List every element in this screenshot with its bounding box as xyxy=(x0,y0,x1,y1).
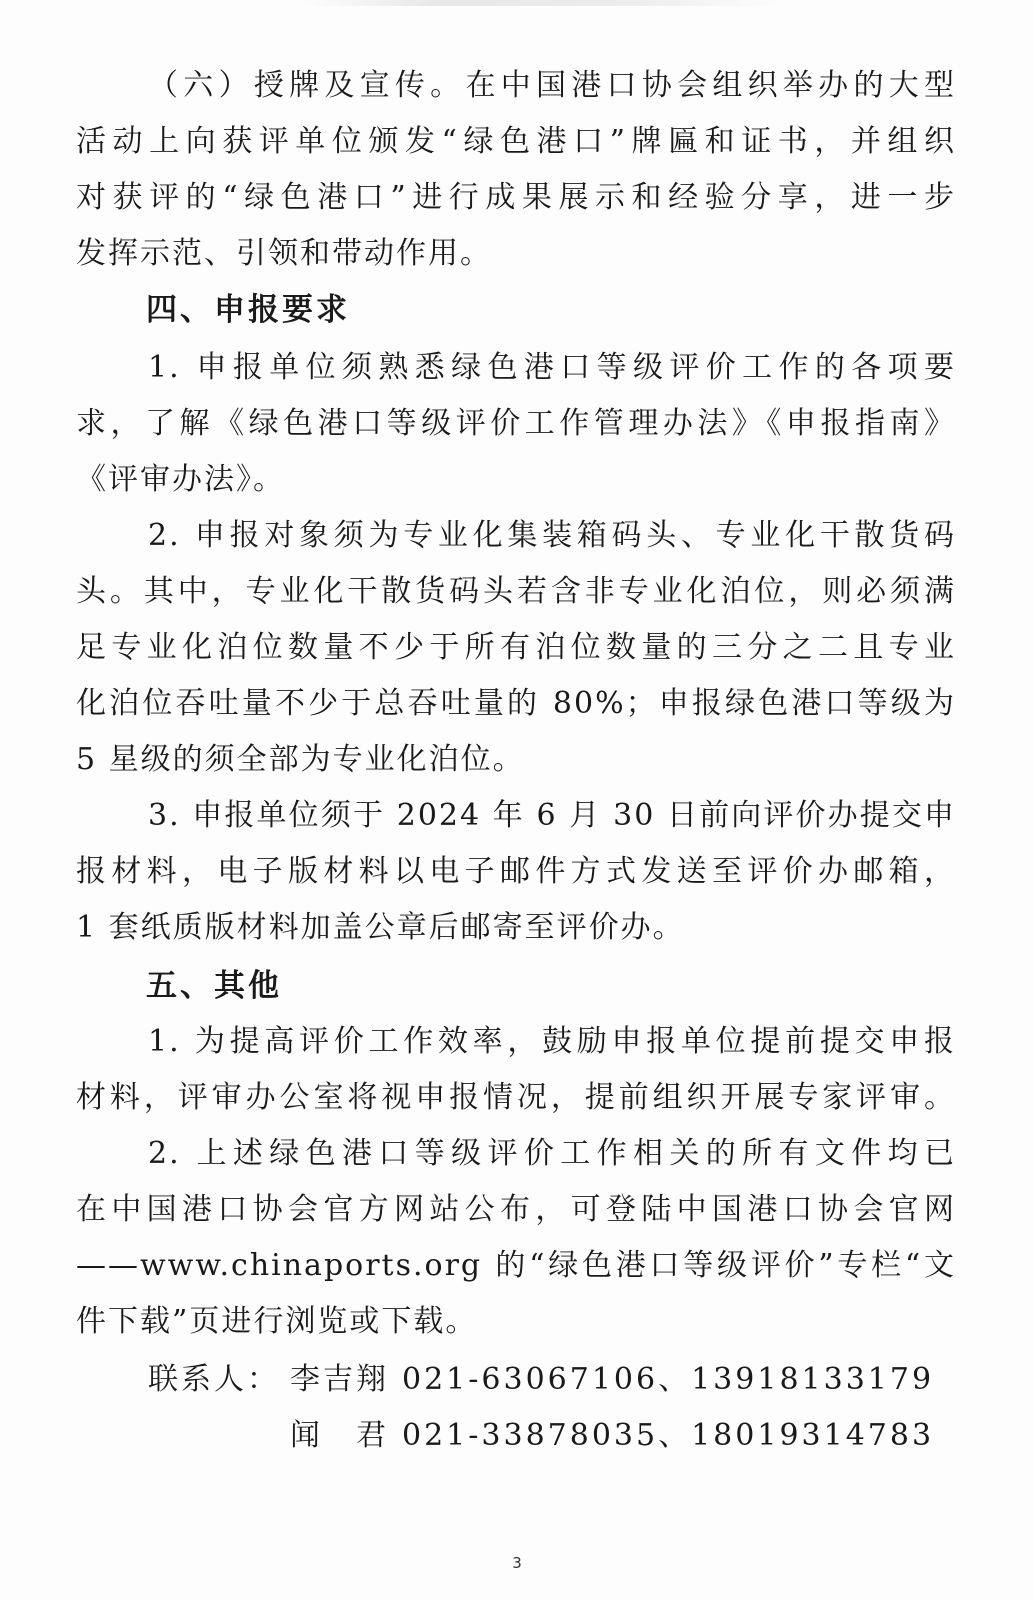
section6-line-2: 活动上向获评单位颁发“绿色港口”牌匾和证书，并组织 xyxy=(76,124,956,159)
requirement1-line-3: 《评审办法》。 xyxy=(76,462,285,497)
other1-line-1: 1. 为提高评价工作效率，鼓励申报单位提前提交申报 xyxy=(148,1024,956,1059)
section6-line-4: 发挥示范、引领和带动作用。 xyxy=(76,236,492,271)
contact-label: 联系人： xyxy=(148,1362,280,1397)
page-number: 3 xyxy=(512,1554,522,1572)
requirement2-line-2: 头。其中，专业化干散货码头若含非专业化泊位，则必须满 xyxy=(76,574,956,609)
heading-other: 五、其他 xyxy=(146,968,282,1004)
requirement3-line-3: 1 套纸质版材料加盖公章后邮寄至评价办。 xyxy=(76,910,685,945)
requirement2-line-1: 2. 申报对象须为专业化集装箱码头、专业化干散货码 xyxy=(148,518,956,553)
other1-line-2: 材料，评审办公室将视申报情况，提前组织开展专家评审。 xyxy=(76,1080,956,1115)
other2-line-3: ——www.chinaports.org 的“绿色港口等级评价”专栏“文 xyxy=(76,1248,956,1283)
requirement2-line-5: 5 星级的须全部为专业化泊位。 xyxy=(76,742,525,777)
scan-artifact xyxy=(300,0,780,6)
contact-person1-name: 李吉翔 xyxy=(290,1362,389,1397)
requirement1-line-2: 求，了解《绿色港口等级评价工作管理办法》《申报指南》 xyxy=(76,406,956,441)
contact-person2-phones: 021-33878035、18019314783 xyxy=(402,1418,935,1453)
requirement2-line-3: 足专业化泊位数量不少于所有泊位数量的三分之二且专业 xyxy=(76,630,956,665)
requirement2-line-4: 化泊位吞吐量不少于总吞吐量的 80%；申报绿色港口等级为 xyxy=(76,686,956,721)
heading-application-requirements: 四、申报要求 xyxy=(146,292,350,328)
section6-line-1: （六）授牌及宣传。在中国港口协会组织举办的大型 xyxy=(148,68,956,103)
contact-person2-name: 闻 君 xyxy=(290,1418,389,1453)
other2-line-4: 件下载”页进行浏览或下载。 xyxy=(76,1304,478,1339)
contact-person1-phones: 021-63067106、13918133179 xyxy=(402,1362,935,1397)
section6-line-3: 对获评的“绿色港口”进行成果展示和经验分享，进一步 xyxy=(76,180,956,215)
other2-line-1: 2. 上述绿色港口等级评价工作相关的所有文件均已 xyxy=(148,1136,956,1171)
requirement3-line-1: 3. 申报单位须于 2024 年 6 月 30 日前向评价办提交申 xyxy=(148,798,956,833)
requirement3-line-2: 报材料，电子版材料以电子邮件方式发送至评价办邮箱， xyxy=(76,854,956,889)
requirement1-line-1: 1. 申报单位须熟悉绿色港口等级评价工作的各项要 xyxy=(148,350,956,385)
other2-line-2: 在中国港口协会官方网站公布，可登陆中国港口协会官网 xyxy=(76,1192,956,1227)
